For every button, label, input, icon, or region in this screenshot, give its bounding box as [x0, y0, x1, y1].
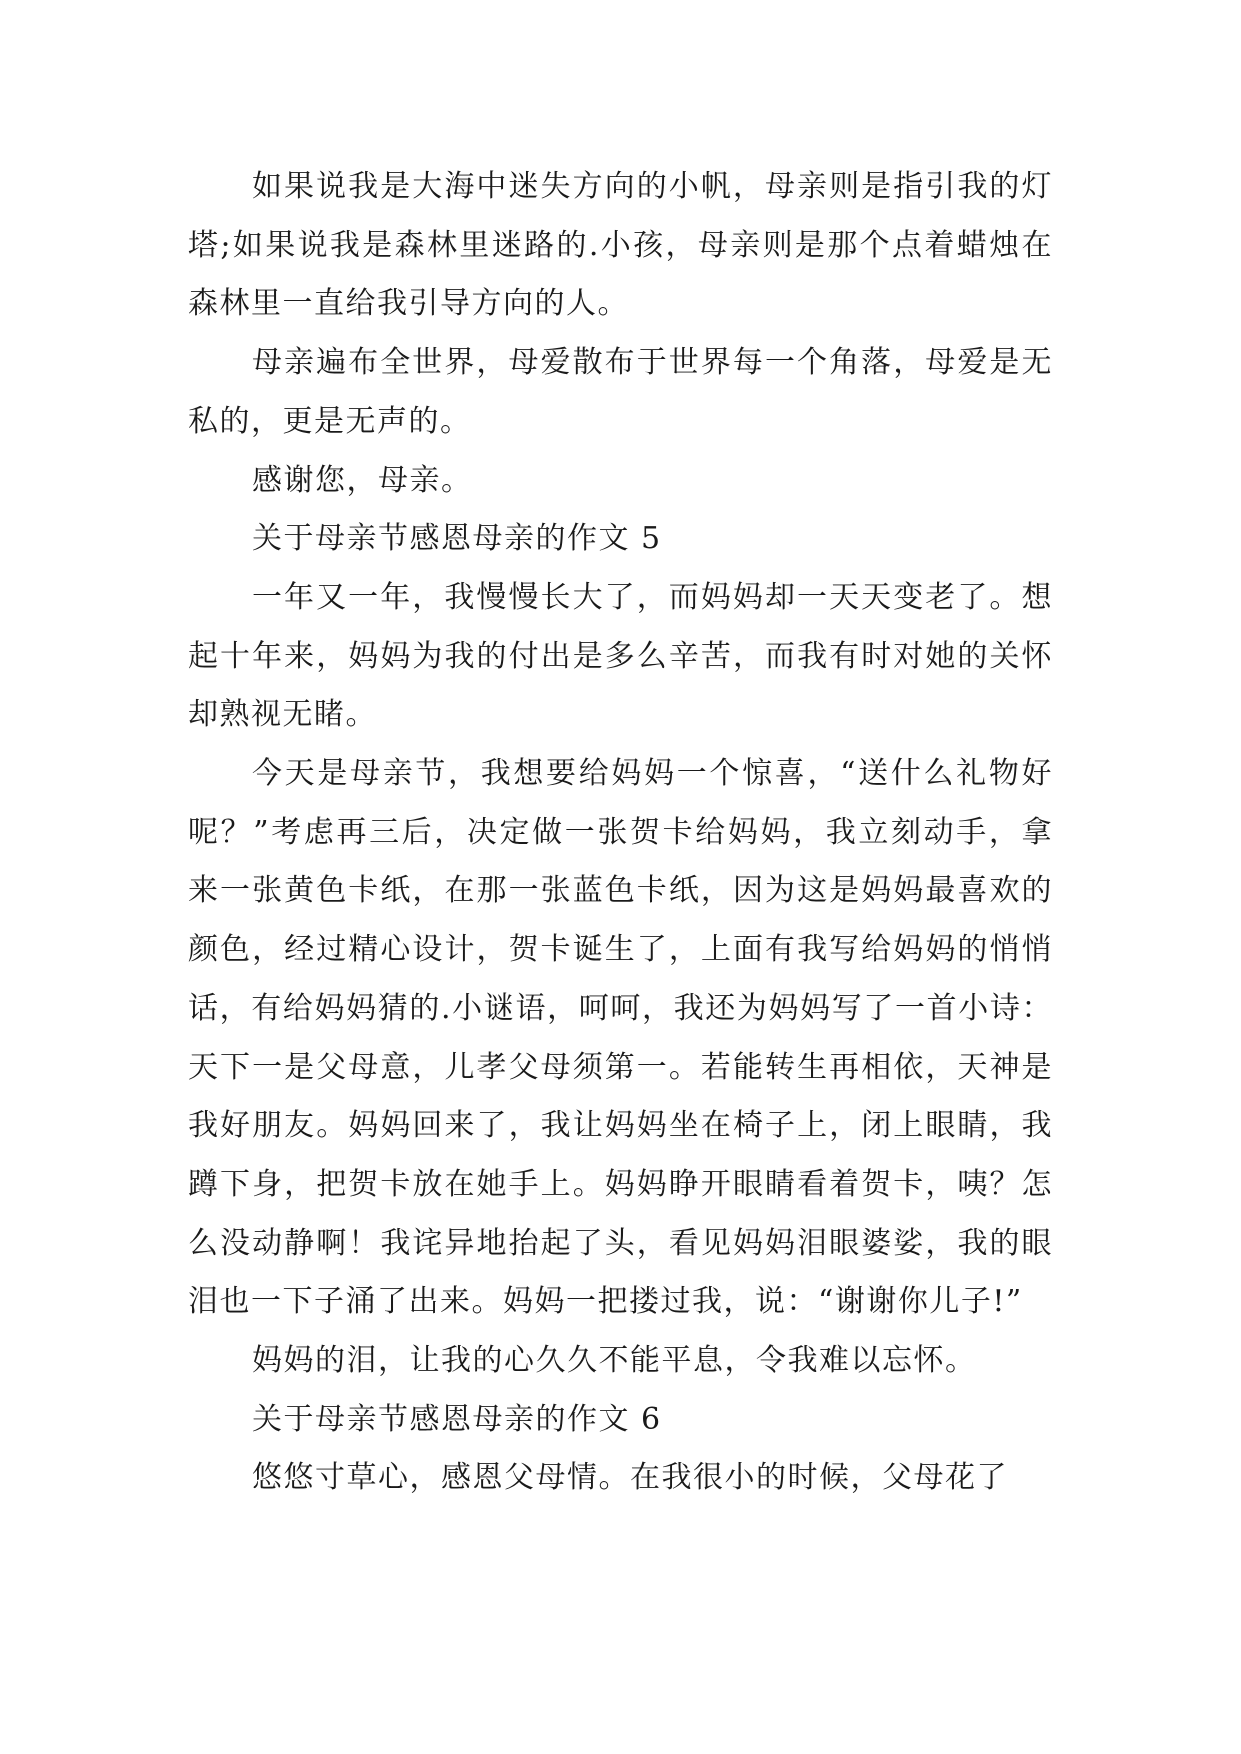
paragraph-6: 妈妈的泪，让我的心久久不能平息，令我难以忘怀。	[252, 1343, 977, 1379]
paragraph-7: 悠悠寸草心，感恩父母情。在我很小的时候，父母花了	[252, 1460, 1008, 1496]
paragraph-4: 一年又一年，我慢慢长大了，而妈妈却一天天变老了。想起十年来，妈妈为我的付出是多么辛苦，而我有时对她的关怀却熟视无睹。	[188, 579, 1053, 733]
document-body	[188, 158, 1053, 1508]
section-heading-6: 关于母亲节感恩母亲的作文 6	[252, 1401, 662, 1437]
paragraph-5: 今天是母亲节，我想要给妈妈一个惊喜，“送什么礼物好呢？”考虑再三后，决定做一张贺卡给妈妈，我立刻动手，拿来一张黄色卡纸，在那一张蓝色卡纸，因为这是妈妈最喜欢的颜色，经过精心设计，贺卡诞生了，上面有我写给妈妈的悄悄话，有给妈妈猜的.小谜语，呵呵，我还为妈妈写了一首小诗：天下一是父母意，儿孝父母须第一。若能转生再相依，天神是我好朋友。妈妈回来了，我让妈妈坐在椅子上，闭上眼睛，我蹲下身，把贺卡放在她手上。妈妈睁开眼睛看着贺卡，咦？怎么没动静啊！我诧异地抬起了头，看见妈妈泪眼婆娑，我的眼泪也一下子涌了出来。妈妈一把搂过我，说：“谢谢你儿子!”	[188, 756, 1053, 1320]
paragraph-2: 母亲遍布全世界，母爱散布于世界每一个角落，母爱是无私的，更是无声的。	[188, 345, 1053, 439]
paragraph-1: 如果说我是大海中迷失方向的小帆，母亲则是指引我的灯塔;如果说我是森林里迷路的.小孩，母亲则是那个点着蜡烛在森林里一直给我引导方向的人。	[188, 169, 1053, 322]
section-heading-5: 关于母亲节感恩母亲的作文 5	[252, 521, 662, 557]
paragraph-3: 感谢您，母亲。	[252, 462, 473, 498]
